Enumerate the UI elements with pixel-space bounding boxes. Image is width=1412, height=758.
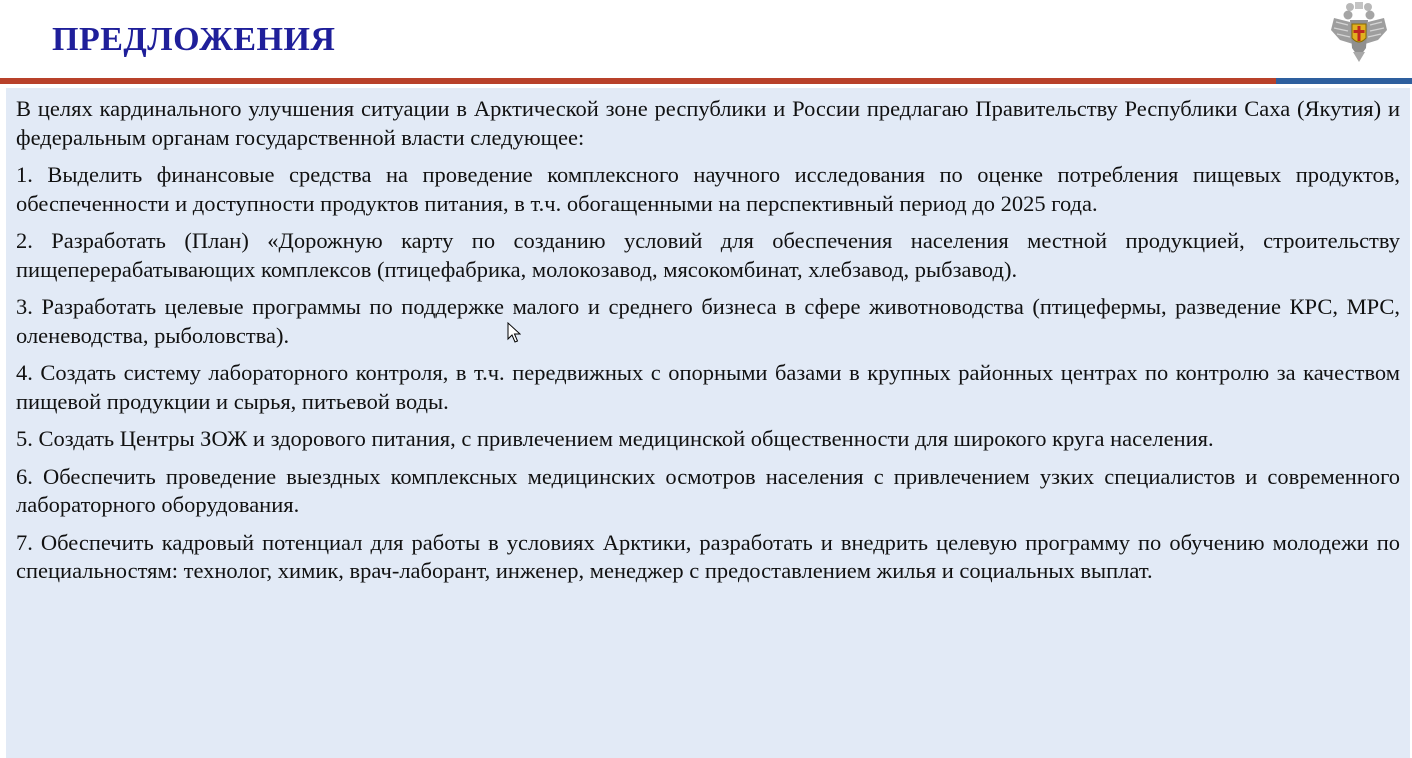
mouse-pointer-icon [507, 322, 521, 344]
header-rule-blue [1276, 78, 1412, 84]
proposals-content [6, 88, 1410, 758]
proposal-item-3: 3. Разработать целевые программы по поддержке малого и среднего бизнеса в сфере животноводства (птицефермы, разведение КРС, МРС, оленеводства, рыболовства). [16, 294, 1400, 348]
intro-paragraph: В целях кардинального улучшения ситуации в Арктической зоне республики и России предлагаю Правительству Республики Саха (Якутия) и федеральным органам государственной власти следующее: [16, 96, 1400, 150]
header-rule-red [0, 78, 1276, 84]
proposal-item-4: 4. Создать систему лабораторного контроля, в т.ч. передвижных с опорными базами в крупных районных центрах по контролю за качеством пищевой продукции и сырья, питьевой воды. [16, 360, 1400, 414]
page-title: ПРЕДЛОЖЕНИЯ [52, 21, 336, 58]
proposal-item-7: 7. Обеспечить кадровый потенциал для работы в условиях Арктики, разработать и внедрить целевую программу по обучению молодежи по специальностям: технолог, химик, врач-лаборант, инженер, менеджер с предоставлением жилья и социальных выплат. [16, 529, 1400, 583]
double-headed-eagle-emblem-icon [1326, 0, 1392, 64]
proposal-item-1: 1. Выделить финансовые средства на проведение комплексного научного исследования по оценке потребления пищевых продуктов, обеспеченности и доступности продуктов питания, в т.ч. обогащенными на перспективный период до 2025 года. [16, 162, 1400, 216]
proposal-item-5: 5. Создать Центры ЗОЖ и здорового питания, с привлечением медицинской общественности для широкого круга населения. [16, 426, 1214, 451]
proposal-item-2: 2. Разработать (План) «Дорожную карту по созданию условий для обеспечения населения местной продукцией, строительству пищеперерабатывающих комплексов (птицефабрика, молокозавод, мясокомбинат, хлебзавод, рыбзавод). [16, 228, 1400, 282]
proposal-item-6: 6. Обеспечить проведение выездных комплексных медицинских осмотров населения с привлечением узких специалистов и современного лабораторного оборудования. [16, 463, 1400, 517]
